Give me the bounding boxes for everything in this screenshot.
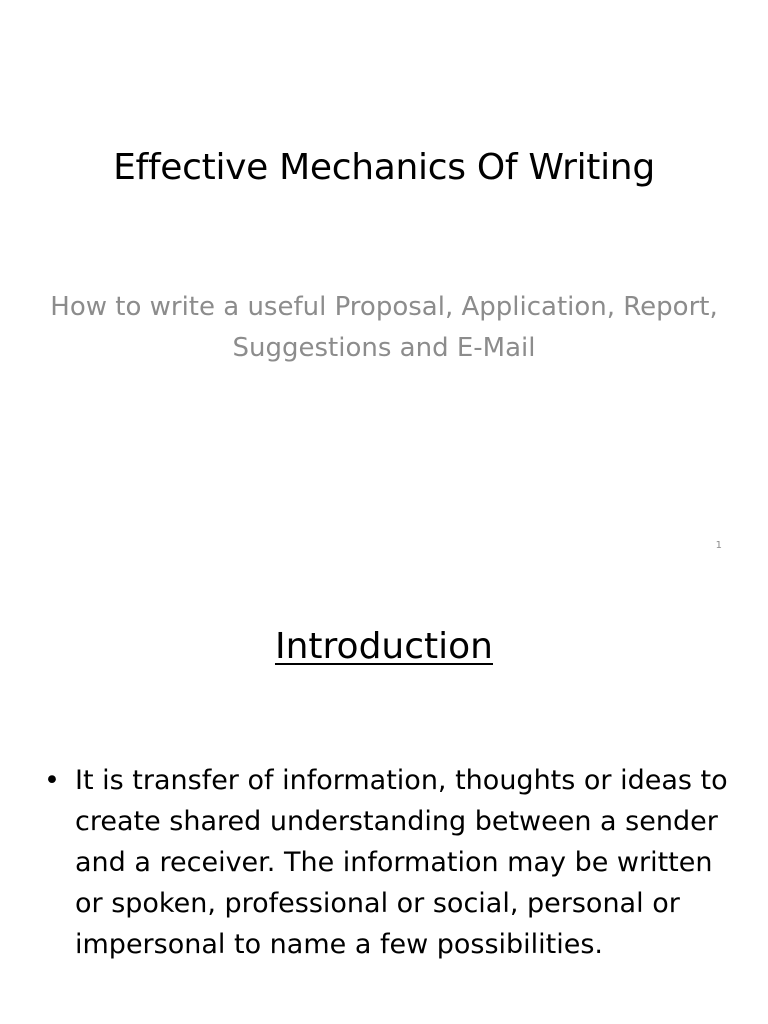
slide-title: Effective Mechanics Of Writing [113, 147, 655, 188]
list-item [44, 760, 734, 965]
page-number: 1 [715, 540, 722, 551]
section-heading: Introduction [274, 626, 493, 667]
bullet-icon: • [44, 765, 60, 796]
bullet-list [44, 760, 734, 965]
bullet-text: It is transfer of information, thoughts or ideas to create shared understanding between a sender and a receiver. The information may be written or spoken, professional or social, personal or impersonal to name a few possibilities. [75, 765, 728, 960]
slide-2 [0, 576, 768, 1024]
slide-subtitle: How to write a useful Proposal, Application, Report, Suggestions and E-Mail [50, 292, 718, 363]
